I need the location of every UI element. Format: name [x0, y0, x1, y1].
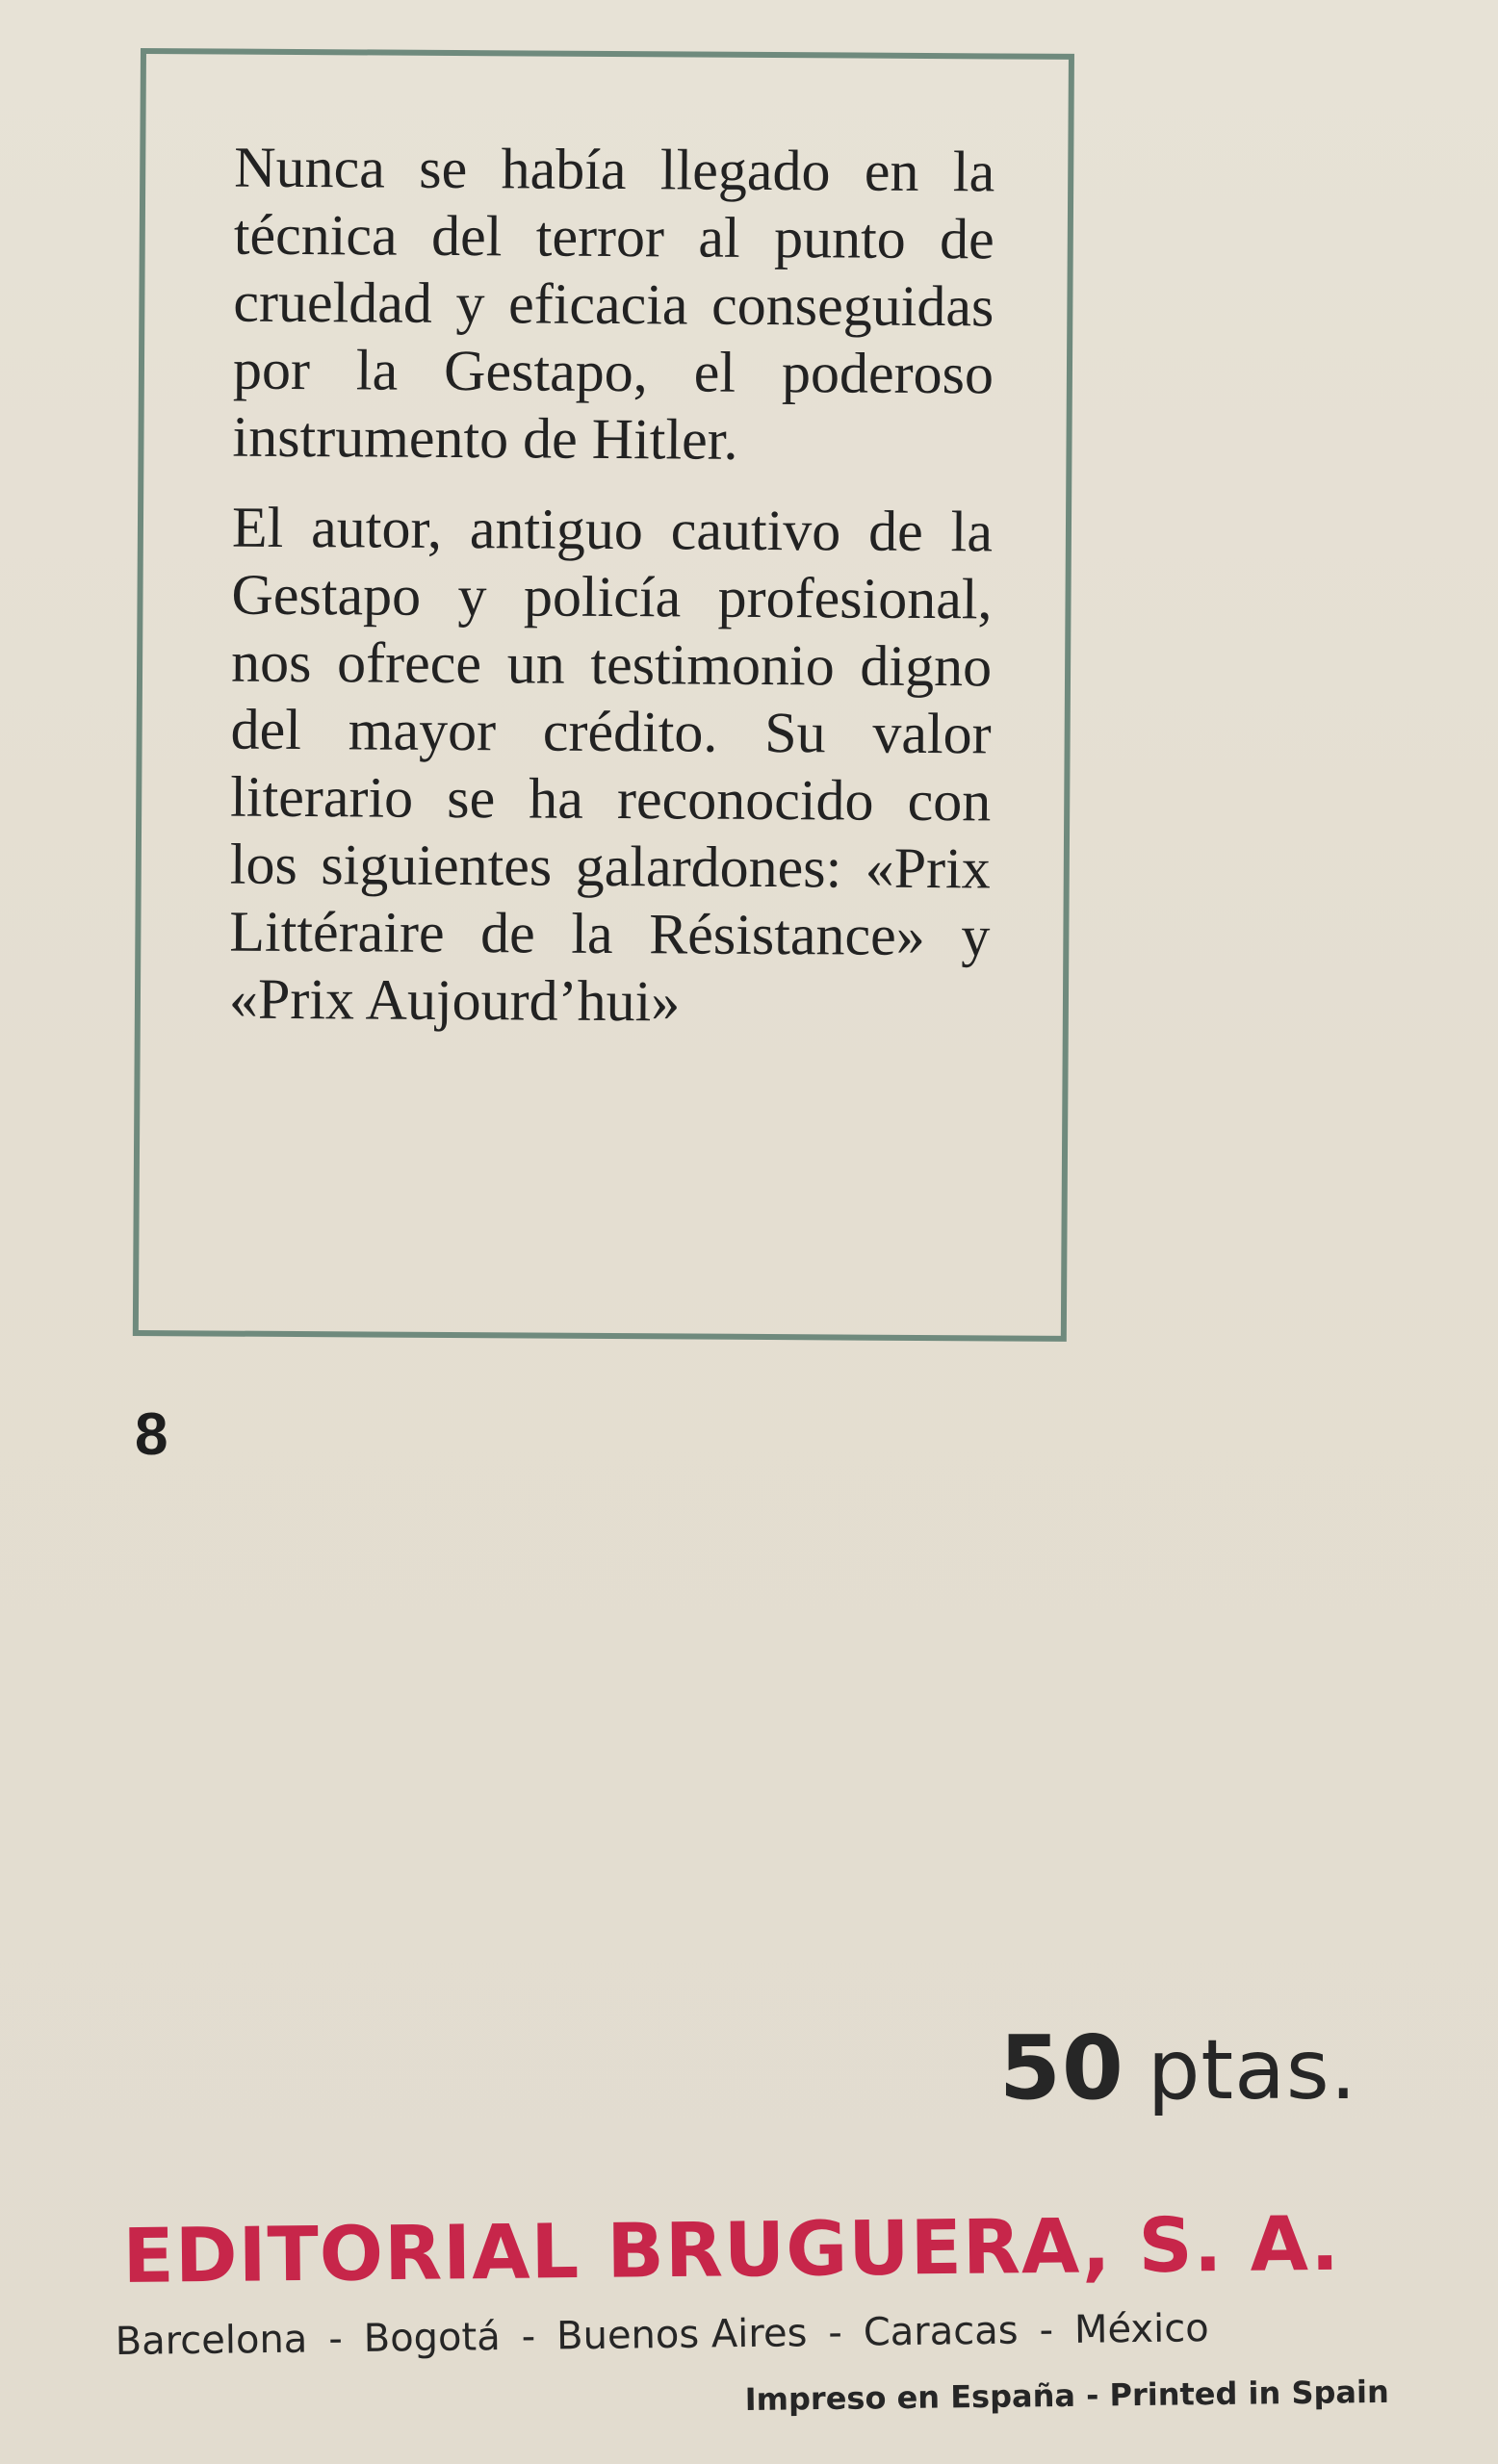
publisher-cities — [115, 2306, 1208, 2364]
city-separator: - — [521, 2314, 536, 2359]
city: Caracas — [863, 2308, 1019, 2355]
blurb-text — [229, 134, 995, 1061]
series-number: 8 — [135, 1401, 168, 1468]
city: Bogotá — [363, 2315, 501, 2361]
city: México — [1073, 2306, 1209, 2352]
price — [999, 2016, 1357, 2119]
blurb-paragraph-2: El autor, antiguo cautivo de la Gestapo y policía profesional, nos ofrece un testimonio digno del mayor crédito. Su valor literario se ha reconocido con los siguientes galardones: «Prix Littéraire de la Résistance» y «Prix Aujourd’hui» — [228, 495, 994, 1034]
printed-in-spain-imprint: Impreso en España - Printed in Spain — [744, 2373, 1389, 2418]
city: Buenos Aires — [555, 2311, 808, 2359]
publisher-name: EDITORIAL BRUGUERA, S. A. — [122, 2200, 1341, 2300]
city: Barcelona — [115, 2317, 308, 2364]
price-currency: ptas. — [1147, 2022, 1357, 2118]
price-amount: 50 — [998, 2016, 1124, 2119]
blurb-frame — [133, 48, 1074, 1342]
city-separator: - — [1039, 2308, 1054, 2353]
city-separator: - — [828, 2310, 843, 2355]
city-separator: - — [327, 2317, 343, 2362]
blurb-paragraph-1: Nunca se había llegado en la técnica del terror al punto de crueldad y eficacia conseguidas por la Gestapo, el poderoso instrumento de Hitler. — [232, 135, 995, 472]
